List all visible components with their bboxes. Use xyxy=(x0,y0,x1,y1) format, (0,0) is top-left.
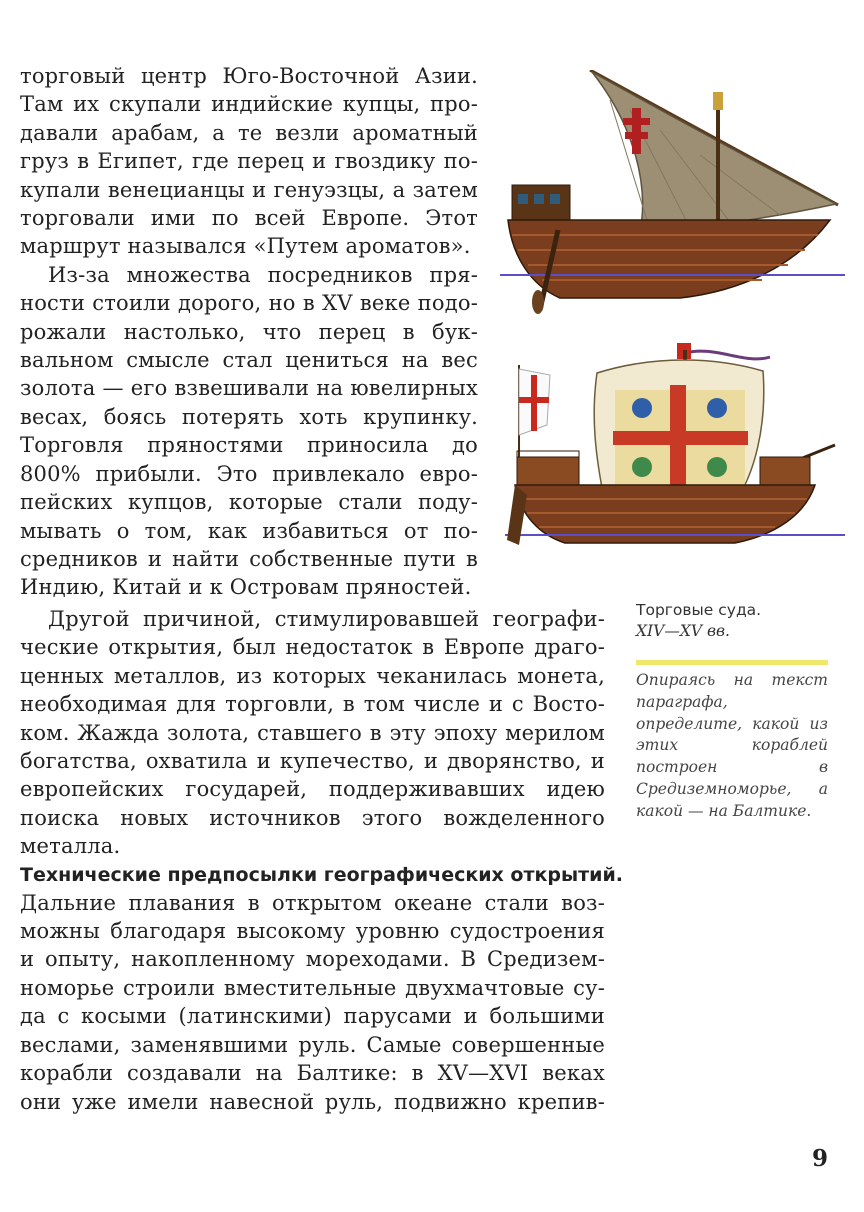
text-line: ности стоили дорого, но в XV веке подо- xyxy=(20,291,478,316)
text-line: Другой причиной, стимулировавшей географи- xyxy=(48,607,605,631)
text-line: они уже имели навесной руль, подвижно крепив- xyxy=(20,1089,605,1114)
text-line: золота — его взвешивали на ювелирных xyxy=(20,376,478,401)
section-heading: Технические предпосылки географических открытий. xyxy=(20,863,624,886)
text-line: да с косыми (латинскими) парусами и большими xyxy=(20,1004,605,1029)
task-question: Опираясь на текст параграфа, определите, какой из этих кораблей построен в Средиземноморье, а какой — на Балтике. xyxy=(636,671,828,820)
text-line: поиска новых источников этого вожделенного xyxy=(20,805,605,830)
cog-ship-illustration xyxy=(505,335,845,570)
text-line: вальном смысле стал цениться на вес xyxy=(20,348,478,373)
text-line: давали арабам, а те везли ароматный xyxy=(20,120,478,145)
paragraph-block-1 xyxy=(20,62,478,602)
text-line: богатства, охватила и купечество, и дворянство, и xyxy=(20,749,605,774)
text-line: Индию, Китай и к Островам пряностей. xyxy=(20,575,472,600)
text-line: необходимая для торговли, в том числе и с Восто- xyxy=(20,692,605,717)
text-line: весах, боясь потерять хоть крупинку. xyxy=(20,404,478,429)
text-line: пейских купцов, которые стали поду- xyxy=(20,490,478,515)
text-line: европейских государей, поддерживавших идею xyxy=(20,777,605,802)
text-line: маршрут назывался «Путем ароматов». xyxy=(20,234,471,259)
text-line: груз в Египет, где перец и гвоздику по- xyxy=(20,149,478,174)
text-line: Там их скупали индийские купцы, про- xyxy=(20,92,478,117)
text-line: купали венецианцы и генуэзцы, а затем xyxy=(20,177,478,202)
paragraph-block-2 xyxy=(20,605,624,1116)
text-line: корабли создавали на Балтике: в XV—XVI веках xyxy=(20,1061,605,1086)
text-line: Из-за множества посредников пря- xyxy=(48,262,478,287)
text-line: веслами, заменявшими руль. Самые совершенные xyxy=(20,1032,605,1057)
text-line: торговали ими по всей Европе. Этот xyxy=(20,206,478,231)
text-line: ком. Жажда золота, ставшего в эту эпоху мерилом xyxy=(20,720,605,745)
text-line: номорье строили вместительные двухмачтовые су- xyxy=(20,975,605,1000)
page-number: 9 xyxy=(811,1145,828,1172)
text-line: ценных металлов, из которых чеканилась монета, xyxy=(20,663,605,688)
text-line: металла. xyxy=(20,834,121,859)
caption-line: XIV—XV вв. xyxy=(636,622,730,640)
text-line: торговый центр Юго-Восточной Азии. xyxy=(20,64,478,88)
text-line: Дальние плавания в открытом океане стали воз- xyxy=(20,890,605,915)
lateen-ship-illustration xyxy=(500,70,845,315)
task-accent-bar xyxy=(636,660,828,665)
figure-caption xyxy=(636,600,836,642)
caption-line: Торговые суда. xyxy=(636,601,762,619)
text-line: и опыту, накопленному мореходами. В Средизем- xyxy=(20,947,605,972)
text-line: Торговля пряностями приносила до xyxy=(20,433,478,458)
text-line: ческие открытия, был недостаток в Европе драго- xyxy=(20,635,605,660)
text-line: рожали настолько, что перец в бук- xyxy=(20,319,478,344)
text-line: мывать о том, как избавиться от по- xyxy=(20,518,478,543)
text-line: можны благодаря высокому уровню судостроения xyxy=(20,919,605,944)
text-line: средников и найти собственные пути в xyxy=(20,546,478,571)
text-line: 800% прибыли. Это привлекало евро- xyxy=(20,461,478,486)
